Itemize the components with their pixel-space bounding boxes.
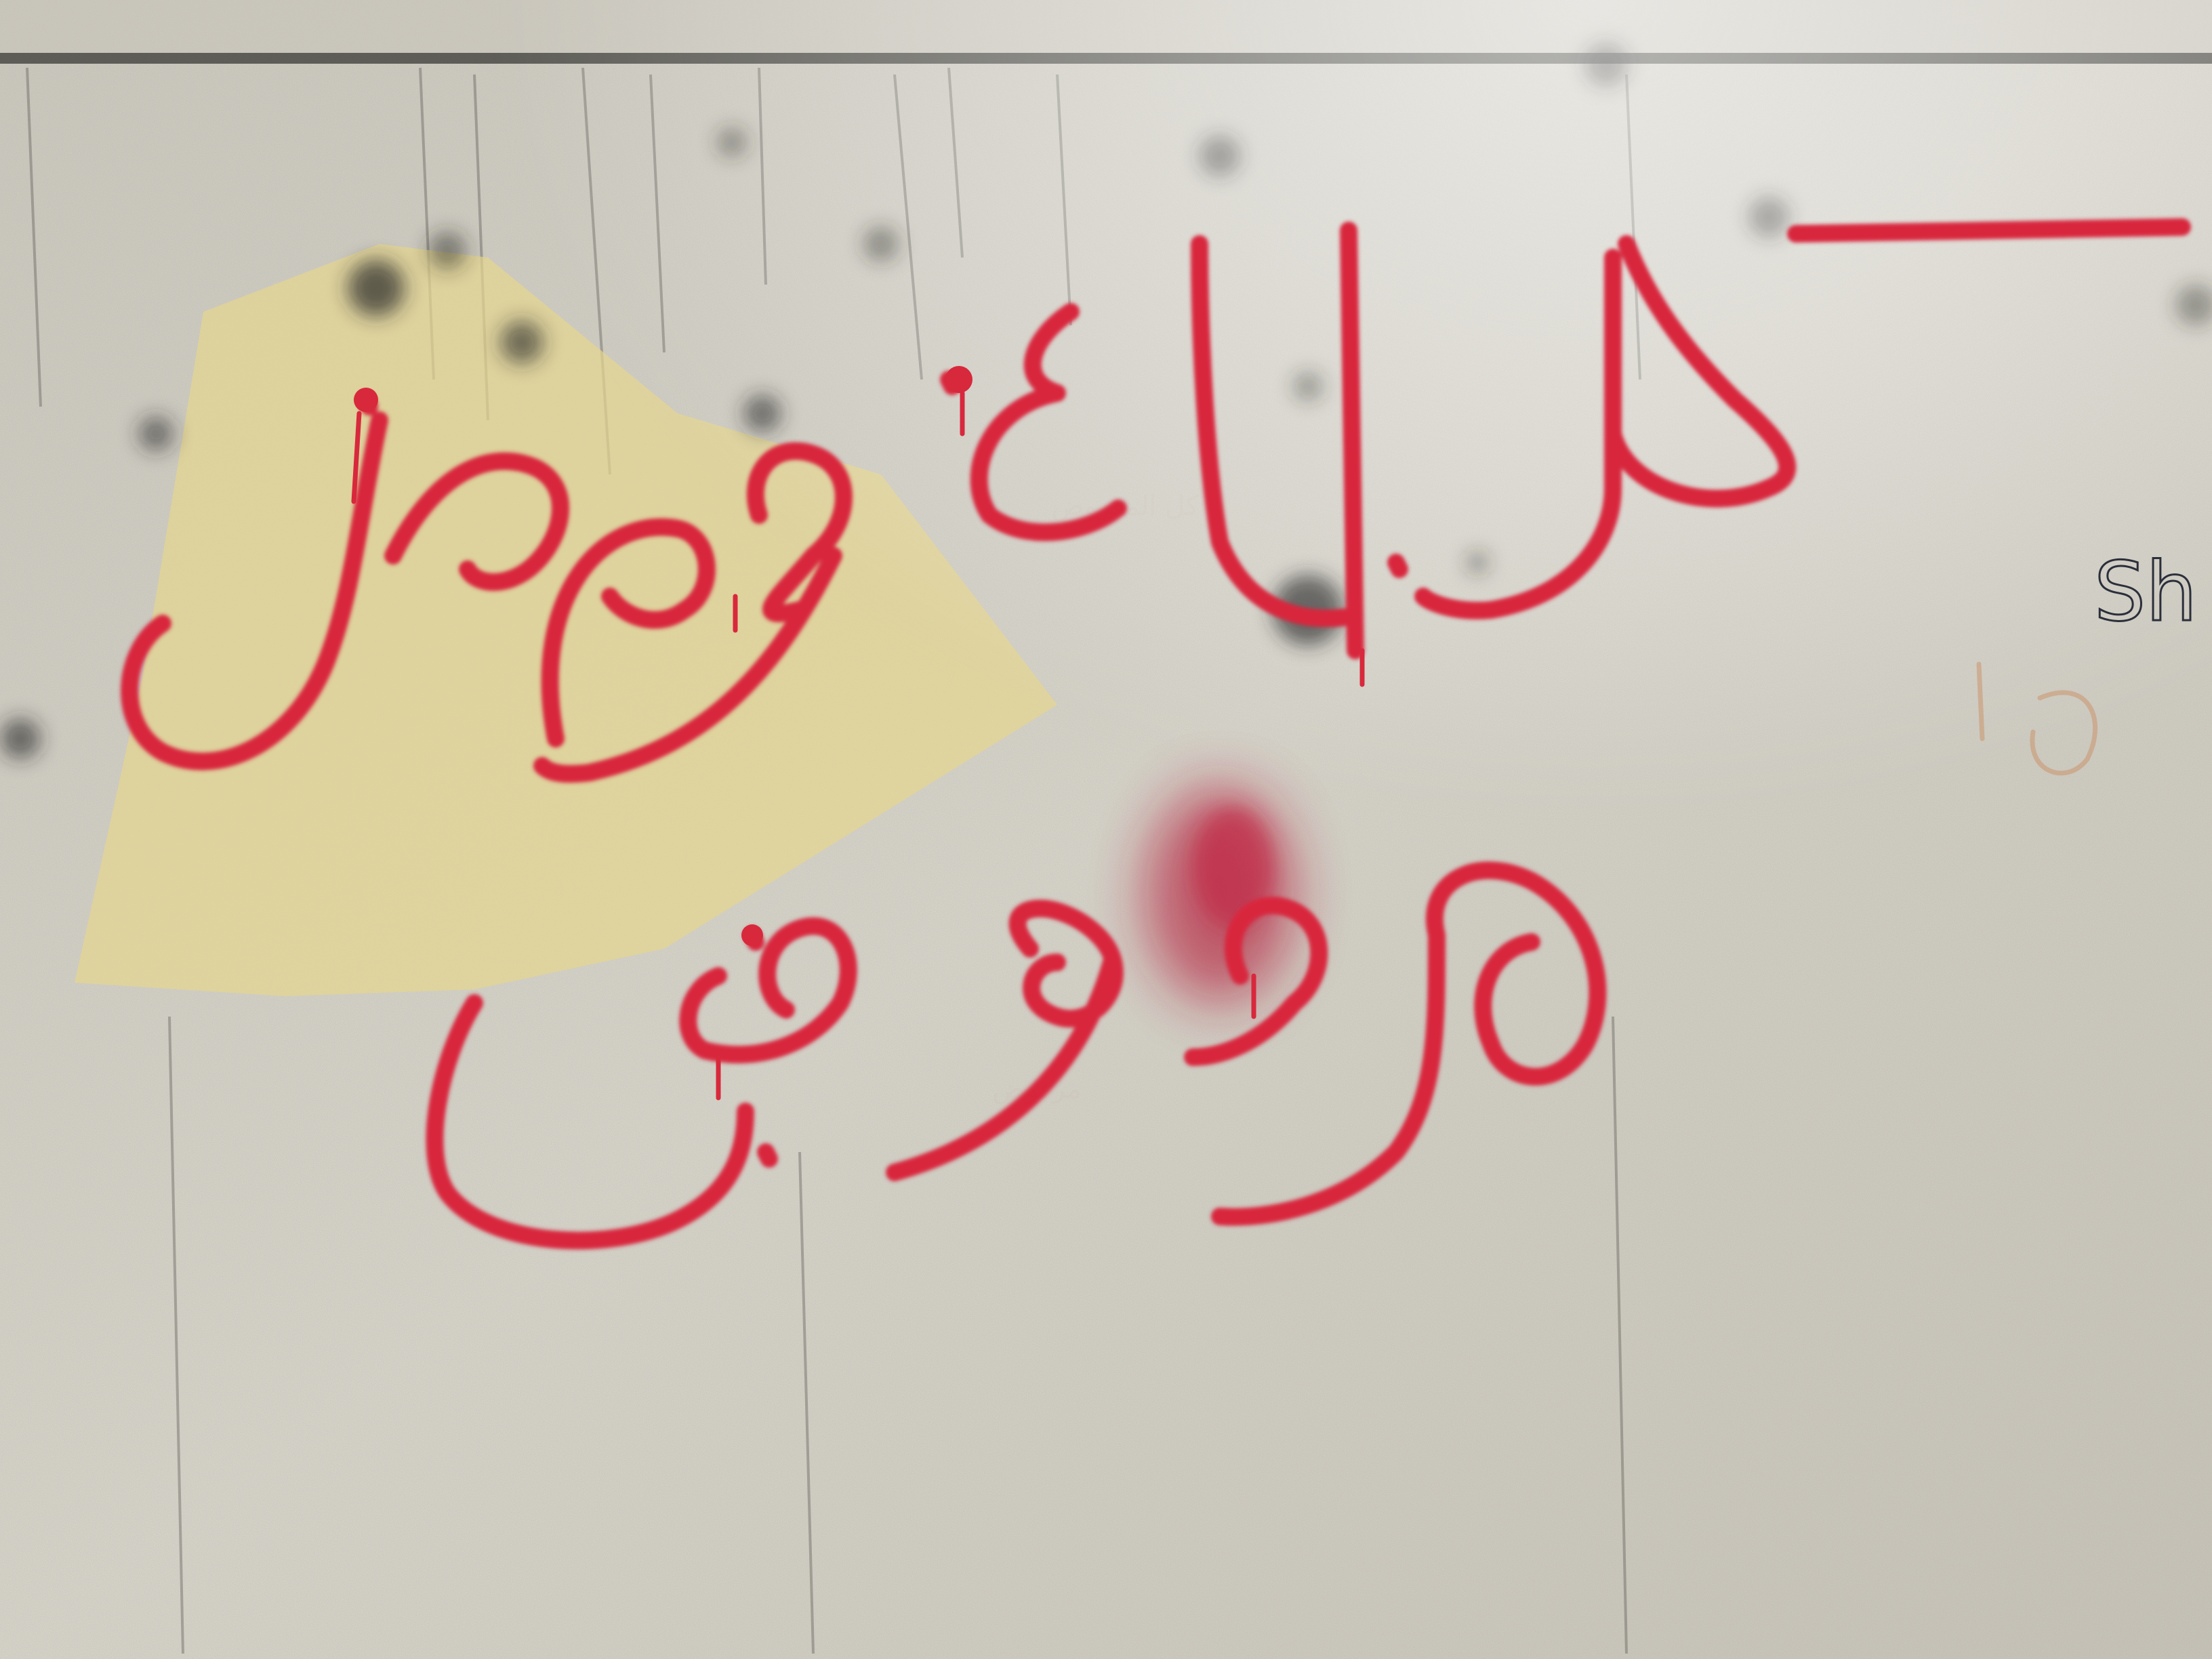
marker-scrawl: Sh [2094,546,2198,640]
graffiti-line-2: مرفوض [992,1073,1082,1105]
graffiti-line-1: كل المعروض [1051,491,1199,522]
